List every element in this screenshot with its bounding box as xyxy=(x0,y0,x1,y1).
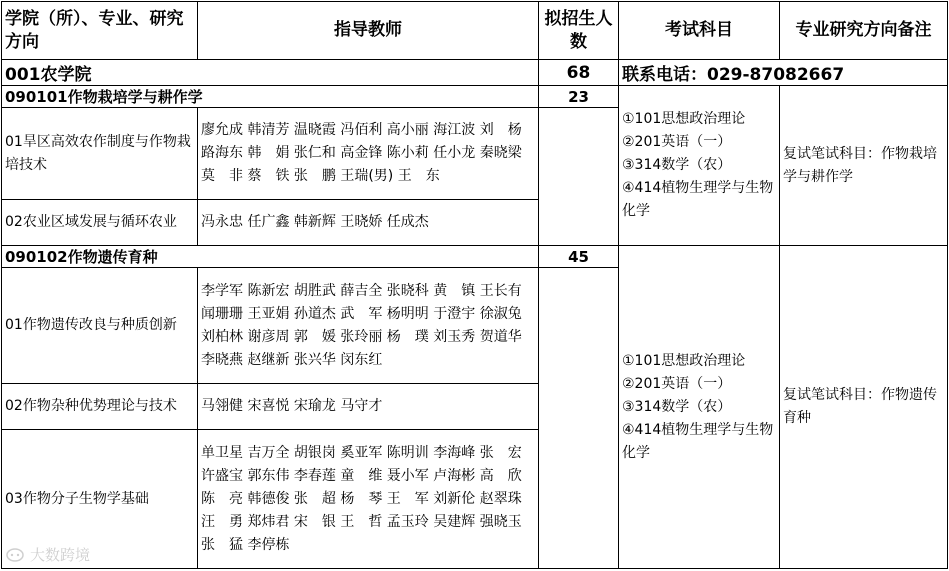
exam-subject: ④414植物生理学与生物化学 xyxy=(622,421,774,461)
header-col-quota: 拟招生人数 xyxy=(539,2,619,60)
watermark xyxy=(6,544,90,565)
major-quota: 23 xyxy=(539,86,619,108)
direction-name: 02作物杂种优势理论与技术 xyxy=(2,384,198,430)
exam-subject: ③314数学（农） xyxy=(622,157,732,173)
header-row xyxy=(2,2,948,60)
direction-teachers: 单卫星 吉万全 胡银岗 奚亚军 陈明训 李海峰 张 宏 许盛宝 郭东伟 李春莲 童 维 聂小军 卢海彬 高 欣 陈 亮 韩德俊 张 超 杨 琴 王 军 刘新伦 赵翠珠 汪 勇 郑炜君 宋 银 王 哲 孟玉玲 吴建辉 强晓玉 张 猛 李停栋 xyxy=(198,430,539,569)
major-name: 090101作物栽培学与耕作学 xyxy=(2,86,539,108)
quota-empty-cell xyxy=(539,108,619,246)
direction-name: 03作物分子生物学基础 xyxy=(2,430,198,569)
header-col-remarks: 专业研究方向备注 xyxy=(780,2,948,60)
major-row xyxy=(2,246,948,268)
direction-teachers: 廖允成 韩清芳 温晓霞 冯佰利 高小丽 海江波 刘 杨 路海东 韩 娟 张仁和 高金锋 陈小莉 任小龙 秦晓梁 莫 非 蔡 铁 张 鹏 王瑞(男) 王 东 xyxy=(198,108,539,200)
major-name: 090102作物遗传育种 xyxy=(2,246,539,268)
exam-subject: ②201英语（一） xyxy=(622,375,732,392)
header-col-exams: 考试科目 xyxy=(619,2,780,60)
major-remark: 复试笔试科目：作物遗传育种 xyxy=(780,246,948,569)
college-quota: 68 xyxy=(539,60,619,86)
enrollment-table xyxy=(1,1,948,569)
chat-bubble-icon xyxy=(6,548,26,562)
college-contact: 联系电话：029-87082667 xyxy=(619,60,948,86)
direction-teachers: 马翎健 宋喜悦 宋瑜龙 马守才 xyxy=(198,384,539,430)
college-name: 001农学院 xyxy=(2,60,539,86)
exam-subjects xyxy=(619,246,780,569)
header-col-teachers: 指导教师 xyxy=(198,2,539,60)
direction-name: 01作物遗传改良与种质创新 xyxy=(2,268,198,384)
college-row xyxy=(2,60,948,86)
header-col-direction: 学院（所）、专业、研究方向 xyxy=(2,2,198,60)
exam-subject: ④414植物生理学与生物化学 xyxy=(622,180,774,219)
quota-empty-cell xyxy=(539,268,619,569)
direction-teachers: 冯永忠 任广鑫 韩新辉 王晓娇 任成杰 xyxy=(198,200,539,246)
watermark-text: 大数跨境 xyxy=(30,546,91,564)
major-remark: 复试笔试科目：作物栽培学与耕作学 xyxy=(780,86,948,246)
direction-teachers: 李学军 陈新宏 胡胜武 薛吉全 张晓科 黄 镇 王长有 闻珊珊 王亚娟 孙道杰 武 军 杨明明 于澄宇 徐淑兔 刘柏林 谢彦周 郭 媛 张玲丽 杨 璞 刘玉秀 贺道华 李晓燕 赵继新 张兴华 闵东红 xyxy=(198,268,539,384)
major-row xyxy=(2,86,948,108)
exam-subject: ③314数学（农） xyxy=(622,398,732,415)
exam-subject: ①101思想政治理论 xyxy=(622,111,746,127)
direction-name: 01旱区高效农作制度与作物栽培技术 xyxy=(2,108,198,200)
exam-subject: ①101思想政治理论 xyxy=(622,352,746,369)
major-quota: 45 xyxy=(539,246,619,268)
exam-subject: ②201英语（一） xyxy=(622,134,732,150)
exam-subjects xyxy=(619,86,780,246)
direction-name: 02农业区域发展与循环农业 xyxy=(2,200,198,246)
